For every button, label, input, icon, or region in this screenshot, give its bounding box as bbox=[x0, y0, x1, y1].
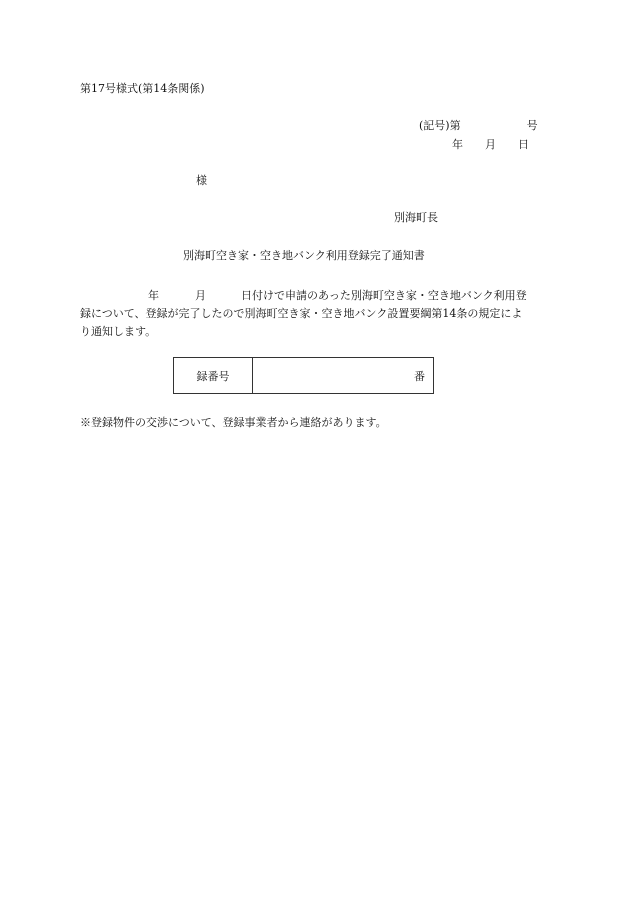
body-line-1-text: 日付けで申請のあった別海町空き家・空き地バンク利用登 bbox=[241, 289, 527, 302]
registration-number-label: 録番号 bbox=[174, 358, 253, 393]
body-line-2: 録について、登録が完了したので別海町空き家・空き地バンク設置要綱第14条の規定によ bbox=[80, 307, 523, 320]
date-day: 日 bbox=[518, 138, 529, 151]
date-line bbox=[452, 139, 529, 150]
recipient-honorific: 様 bbox=[196, 174, 207, 187]
record-number-suffix: 号 bbox=[526, 119, 538, 132]
form-number: 第17号様式(第14条関係) bbox=[80, 82, 205, 95]
body-paragraph bbox=[80, 287, 550, 341]
registration-number-table bbox=[173, 357, 434, 394]
body-year: 年 bbox=[148, 289, 159, 302]
registration-number-value bbox=[253, 358, 433, 393]
registration-number-unit: 番 bbox=[414, 369, 425, 383]
body-line-3: り通知します。 bbox=[80, 325, 157, 338]
document-title: 別海町空き家・空き地バンク利用登録完了通知書 bbox=[183, 249, 425, 262]
issuer-name: 別海町長 bbox=[394, 211, 438, 224]
date-year: 年 bbox=[452, 138, 463, 151]
record-number-line bbox=[419, 120, 538, 131]
record-number-prefix: (記号)第 bbox=[419, 119, 461, 132]
body-line-1 bbox=[80, 287, 550, 305]
body-month: 月 bbox=[195, 289, 206, 302]
date-month: 月 bbox=[485, 138, 496, 151]
footnote: ※登録物件の交渉について、登録事業者から連絡があります。 bbox=[80, 416, 387, 429]
